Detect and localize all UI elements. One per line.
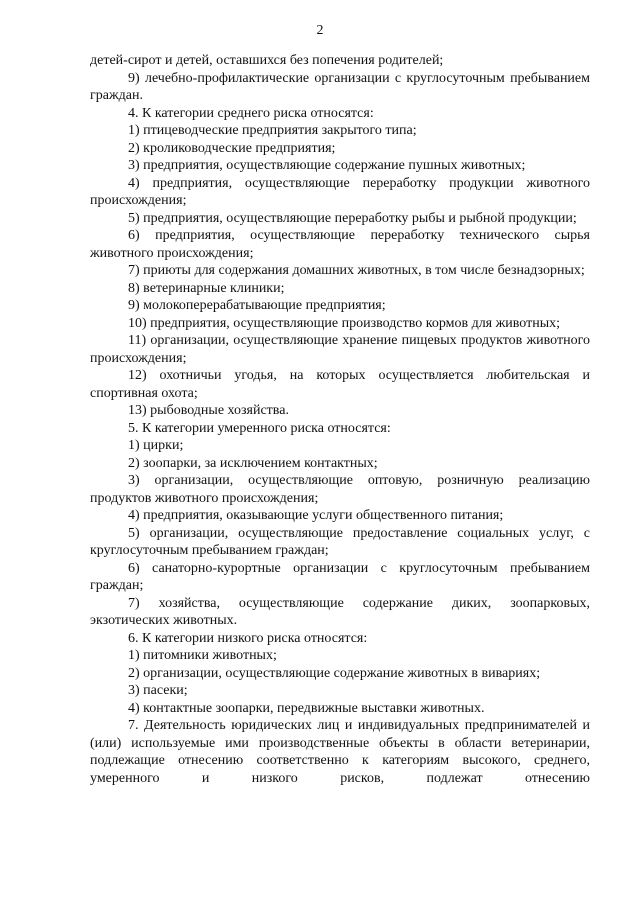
paragraph: 5) организации, осуществляющие предоставление социальных услуг, с круглосуточным пребыванием граждан; <box>90 525 590 558</box>
paragraph: 4. К категории среднего риска относятся: <box>128 105 374 121</box>
paragraph: 4) предприятия, осуществляющие переработку продукции животного происхождения; <box>90 175 590 208</box>
paragraph: 6) санаторно-курортные организации с круглосуточным пребыванием граждан; <box>90 560 590 593</box>
paragraph: 5. К категории умеренного риска относятся: <box>128 420 391 436</box>
paragraph: 5) предприятия, осуществляющие переработку рыбы и рыбной продукции; <box>128 210 577 226</box>
paragraph: 9) молокоперерабатывающие предприятия; <box>128 298 386 313</box>
paragraph: 7) хозяйства, осуществляющие содержание диких, зоопарковых, экзотических животных. <box>90 595 590 628</box>
paragraph: 1) цирки; <box>128 438 184 453</box>
paragraph: детей-сирот и детей, оставшихся без попечения родителей; <box>90 53 444 68</box>
paragraph: 3) предприятия, осуществляющие содержание пушных животных; <box>128 158 526 173</box>
page-number: 2 <box>316 23 324 38</box>
paragraph: 13) рыбоводные хозяйства. <box>128 403 289 418</box>
paragraph: 2) зоопарки, за исключением контактных; <box>128 455 378 471</box>
paragraph: 2) кролиководческие предприятия; <box>128 140 336 156</box>
paragraph: 4) предприятия, оказывающие услуги общественного питания; <box>128 508 504 523</box>
paragraph: 9) лечебно-профилактические организации с круглосуточным пребыванием граждан. <box>90 70 590 103</box>
paragraph: 6) предприятия, осуществляющие переработку технического сырья животного происхождения; <box>90 228 590 261</box>
paragraph: 12) охотничьи угодья, на которых осуществляется любительская и спортивная охота; <box>90 368 590 401</box>
paragraph: 1) питомники животных; <box>128 648 277 663</box>
document-body <box>90 52 590 787</box>
paragraph: 1) птицеводческие предприятия закрытого типа; <box>128 123 417 138</box>
paragraph: 4) контактные зоопарки, передвижные выставки животных. <box>128 700 485 716</box>
paragraph: 3) организации, осуществляющие оптовую, розничную реализацию продуктов животного происхождения; <box>90 473 590 506</box>
paragraph: 11) организации, осуществляющие хранение пищевых продуктов животного происхождения; <box>90 333 590 366</box>
paragraph: 6. К категории низкого риска относятся: <box>128 630 368 646</box>
paragraph: 7. Деятельность юридических лиц и индивидуальных предпринимателей и (или) используемые ими производственные объекты в области ветеринарии, подлежащие отнесению соответственно к категориям высокого, среднего, умеренного и низкого рисков, подлежат отнесению <box>90 718 590 786</box>
paragraph: 8) ветеринарные клиники; <box>128 280 285 296</box>
paragraph: 7) приюты для содержания домашних животных, в том числе безнадзорных; <box>128 263 585 278</box>
paragraph: 10) предприятия, осуществляющие производство кормов для животных; <box>128 315 561 331</box>
paragraph: 3) пасеки; <box>128 683 188 698</box>
paragraph: 2) организации, осуществляющие содержание животных в вивариях; <box>128 665 541 681</box>
